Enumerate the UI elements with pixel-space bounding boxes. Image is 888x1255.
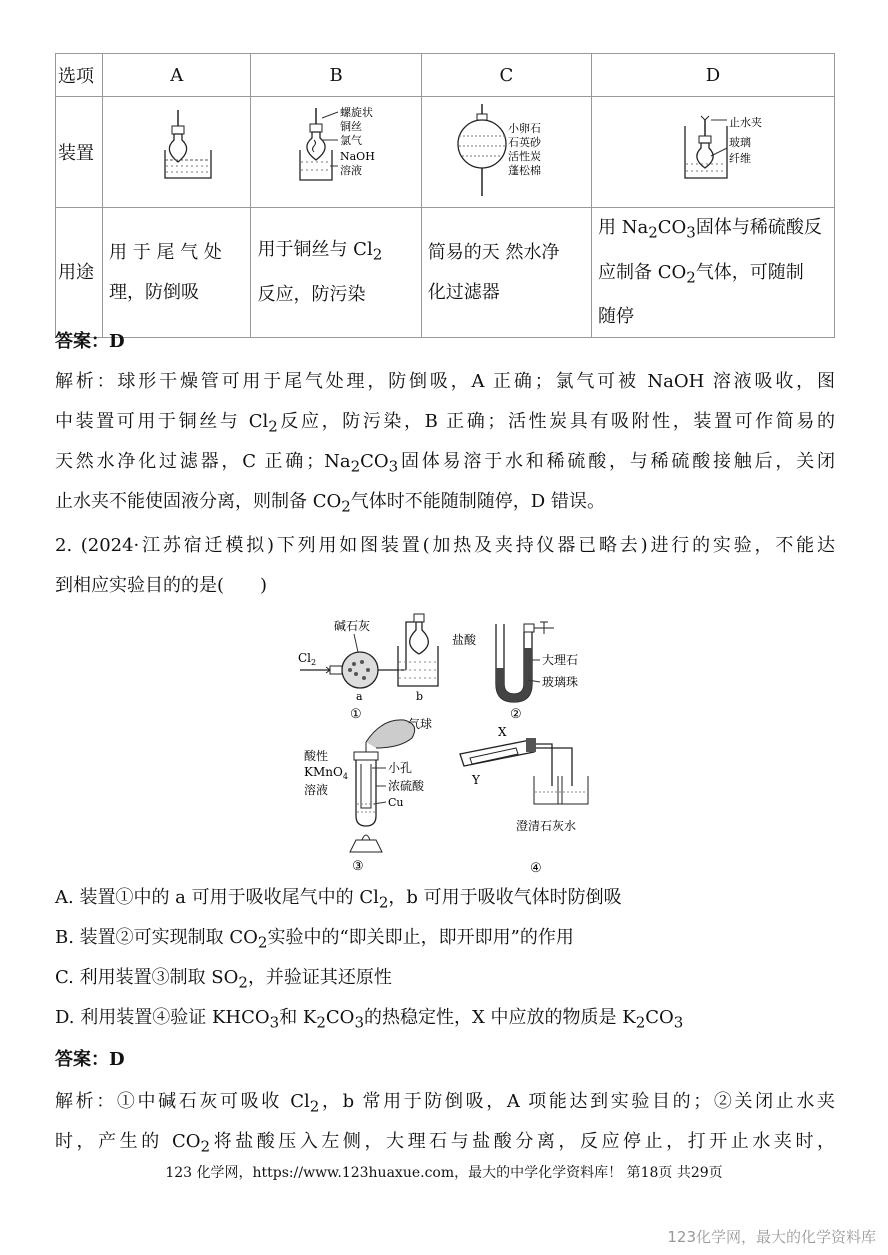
device-c-label-1: 小卵石 [508,121,542,135]
question-2-line-1: 2. (2024·江苏宿迁模拟)下列用如图装置(加热及夹持仪器已略去)进行的实验，不能达 [55,535,835,556]
header-b: B [251,54,421,97]
header-option: 选项 [56,54,103,97]
table-header-row [56,54,835,97]
page-footer: 123 化学网，https://www.123huaxue.com，最大的中学化学资料库！ 第18页 共29页 [165,1165,723,1181]
device-4-label-x: X [498,725,507,739]
use-d-line-1: 用 $Na_2CO_3$固体与稀硫酸反 [598,217,822,242]
use-d-line-3: 随停 [598,306,634,328]
device-c-label-3: 活性炭 [508,149,542,163]
answer-1: 答案：D [55,331,125,352]
device-3-hole: 小孔 [388,761,413,775]
apparatus-figure [290,608,610,878]
device-d-label-1: 止水夹 [729,115,762,129]
device-4-water: 澄清石灰水 [516,819,577,833]
device-3-balloon: 气球 [408,717,433,731]
analysis-2-line-2: 时，产生的 $CO_2$将盐酸压入左侧，大理石与盐酸分离，反应停止，打开止水夹时， [55,1131,835,1156]
device-1-label-a: a [356,690,363,703]
option-a: A. 装置①中的 a 可用于吸收尾气中的 $Cl_2$，b 可用于吸收气体时防倒吸 [55,887,622,912]
device-c-cell [421,97,591,208]
device-c-label-2: 石英砂 [508,135,542,149]
device-3-label-3: 溶液 [304,783,329,797]
device-b-label-2: 铜丝 [340,119,363,133]
use-c-line-2: 化过滤器 [427,281,500,303]
watermark: 123化学网，最大的化学资料库 [667,1228,876,1246]
device-b-cell [251,97,421,208]
device-3-label-1: 酸性 [304,749,329,763]
analysis-1-line-3: 天然水净化过滤器，C 正确；$Na_2CO_3$固体易溶于水和稀硫酸，与稀硫酸接触后，关闭 [55,451,835,476]
analysis-1-line-4: 止水夹不能使固液分离，则制备 $CO_2$气体时不能随制随停，D 错误。 [55,491,605,516]
device-a-drawing [107,100,247,200]
use-b-line-1: 用于铜丝与 $Cl_2$ [257,239,383,264]
use-d-line-2: 应制备 $CO_2$气体，可随制 [598,261,804,287]
device-c-label-4: 蓬松棉 [508,163,542,177]
device-d-label-2: 玻璃 [729,135,751,149]
device-b-drawing [256,100,416,200]
header-c: C [421,54,591,97]
option-c: C. 利用装置③制取 $SO_2$，并验证其还原性 [55,967,392,992]
analysis-1-line-2: 中装置可用于铜丝与 $Cl_2$反应，防污染，B 正确；活性炭具有吸附性，装置可作简易的 [55,411,835,436]
device-d-cell [592,97,835,208]
device-2-right-label-1: 大理石 [542,653,579,667]
use-row-label: 用途 [56,208,103,338]
device-3 [304,716,432,874]
device-b-label-3: 氯气 [340,133,363,147]
use-c-line-1: 简易的天 然水净 [427,241,560,263]
device-1-number: ① [350,707,362,722]
device-3-label-2: KMnO$_4$ [304,765,348,781]
device-4 [460,725,588,876]
device-3-acid: 浓硫酸 [388,779,425,793]
use-row [56,208,835,338]
use-a-line-2: 理，防倒吸 [109,281,199,303]
device-a-cell [103,97,251,208]
device-2-right-label-2: 玻璃珠 [542,675,579,689]
device-1-reagent: 碱石灰 [334,619,371,633]
use-b-cell [251,208,421,338]
device-1-gas: $Cl_2$ [298,651,317,667]
device-b-label-5: 溶液 [340,163,363,177]
use-c-cell [421,208,591,338]
option-d: D. 利用装置④验证 $KHCO_3$和 $K_2CO_3$的热稳定性，X 中应放的物质是 $K_2CO_3$ [55,1007,684,1032]
device-c-drawing [426,100,586,200]
device-3-number: ③ [352,859,364,874]
analysis-1-line-1: 解析：球形干燥管可用于尾气处理，防倒吸，A 正确；氯气可被 NaOH 溶液吸收，图 [55,371,835,392]
use-a-cell [103,208,251,338]
device-1-label-b: b [416,690,424,703]
device-b-label-1: 螺旋状 [340,105,374,119]
device-3-cu: Cu [388,796,404,809]
device-4-label-y: Y [472,773,480,787]
device-1 [298,614,438,722]
use-d-cell [592,208,835,338]
header-d: D [592,54,835,97]
device-d-drawing [593,100,833,200]
device-2-number: ② [510,707,522,722]
option-b: B. 装置②可实现制取 $CO_2$实验中的“即关即止，即开即用”的作用 [55,927,574,952]
use-a-line-1: 用 于 尾 气 处 [109,241,222,263]
device-4-number: ④ [530,861,542,876]
device-row [56,97,835,208]
header-a: A [103,54,251,97]
use-b-line-2: 反应，防污染 [257,283,366,305]
device-b-label-4: NaOH [340,149,375,163]
options-table [55,53,835,338]
answer-2: 答案：D [55,1049,125,1070]
device-2-left-label: 盐酸 [452,633,477,647]
device-row-label: 装置 [56,97,103,208]
analysis-2-line-1: 解析：①中碱石灰可吸收 $Cl_2$，b 常用于防倒吸，A 项能达到实验目的；②关闭止水夹 [55,1091,836,1116]
device-2 [452,622,578,722]
question-2-line-2: 到相应实验目的的是( ) [55,575,268,596]
device-d-label-3: 纤维 [729,151,751,165]
